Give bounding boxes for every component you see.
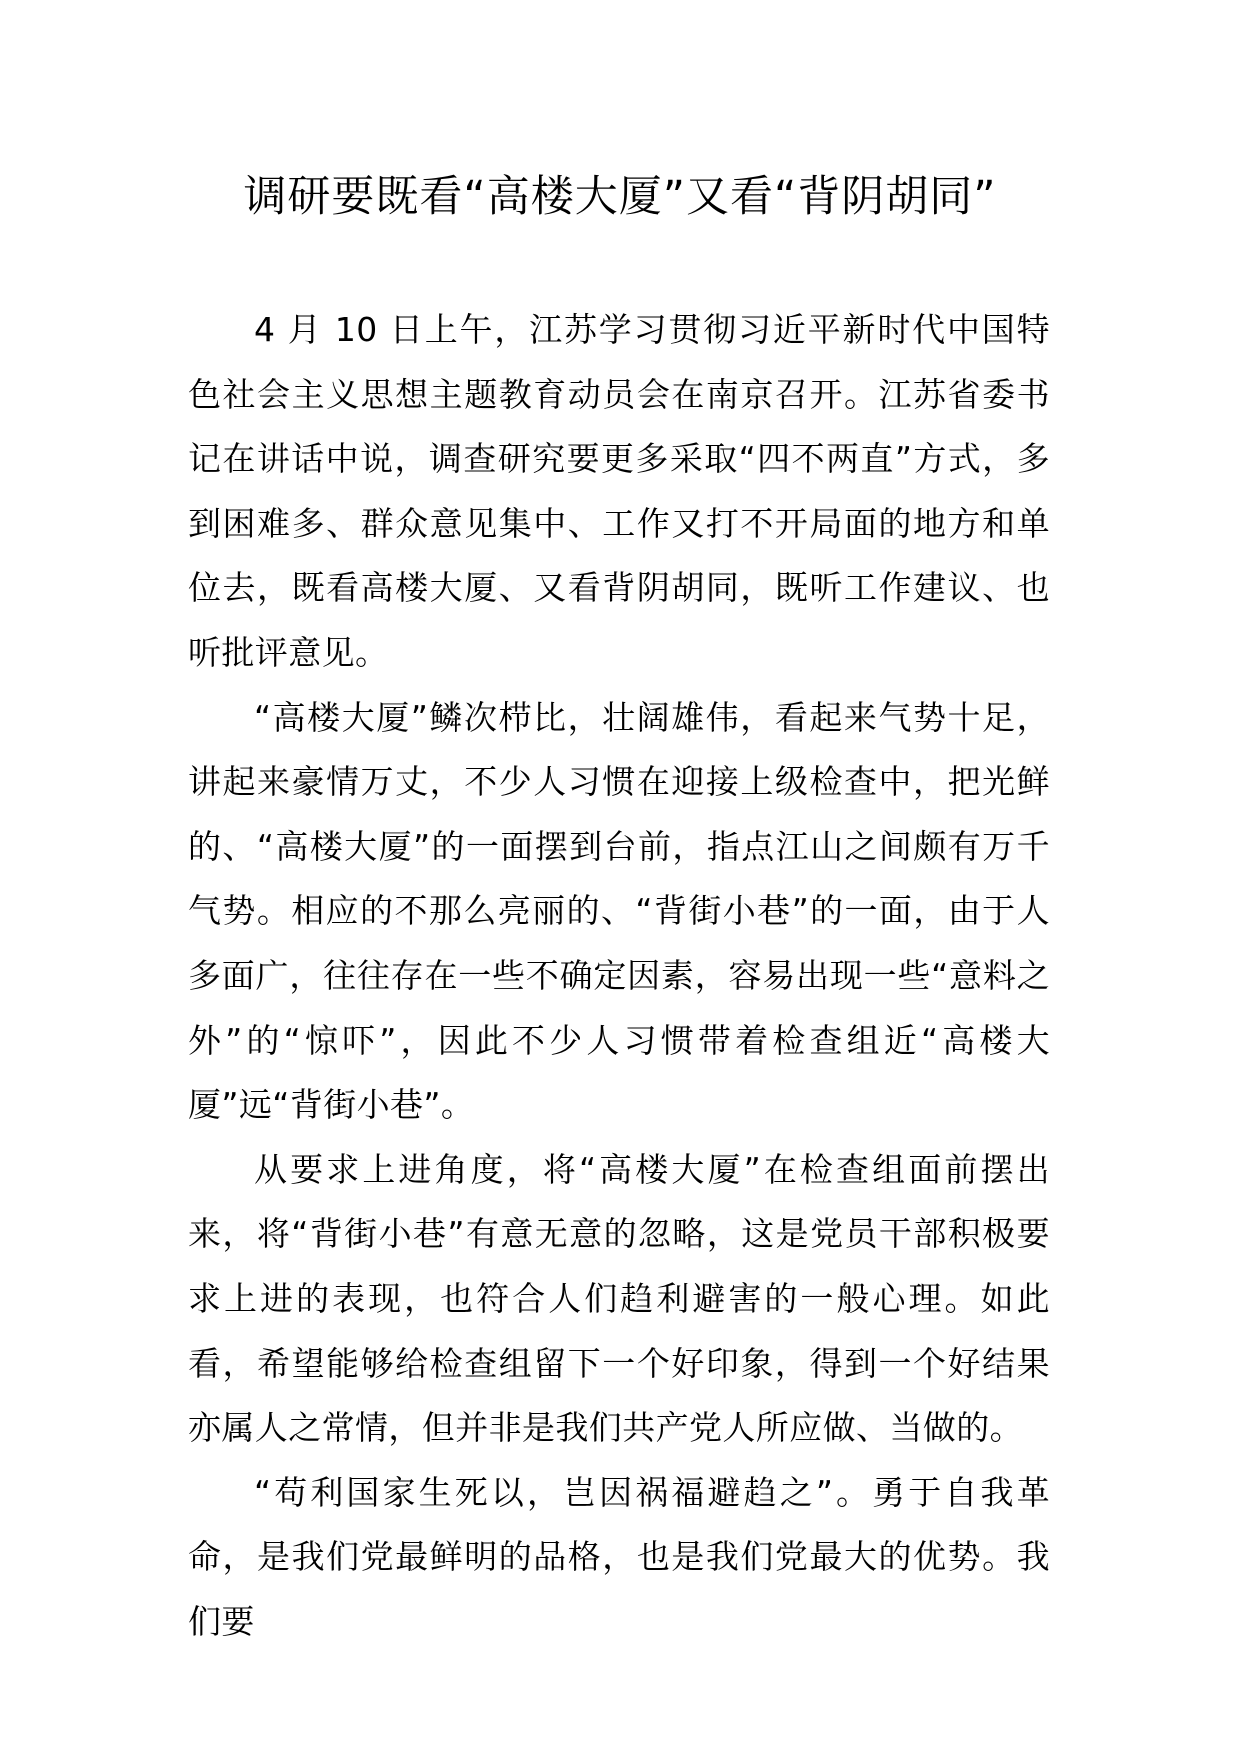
paragraph-2: “高楼大厦”鳞次栉比，壮阔雄伟，看起来气势十足，讲起来豪情万丈，不少人习惯在迎接上级检查中，把光鲜的、“高楼大厦”的一面摆到台前，指点江山之间颇有万千气势。相应的不那么亮丽的、“背街小巷”的一面，由于人多面广，往往存在一些不确定因素，容易出现一些“意料之外”的“惊吓”，因此不少人习惯带着检查组近“高楼大厦”远“背街小巷”。 bbox=[188, 697, 1050, 1125]
paragraph-4: “苟利国家生死以，岂因祸福避趋之”。勇于自我革命，是我们党最鲜明的品格，也是我们党最大的优势。我们要 bbox=[188, 1472, 1050, 1641]
document-title: 调研要既看“高楼大厦”又看“背阴胡同” bbox=[243, 172, 997, 222]
document-body bbox=[188, 298, 1050, 1654]
paragraph-3: 从要求上进角度，将“高楼大厦”在检查组面前摆出来，将“背街小巷”有意无意的忽略，这是党员干部积极要求上进的表现，也符合人们趋利避害的一般心理。如此看，希望能够给检查组留下一个好印象，得到一个好结果亦属人之常情，但并非是我们共产党人所应做、当做的。 bbox=[188, 1149, 1050, 1448]
paragraph-1: 4 月 10 日上午，江苏学习贯彻习近平新时代中国特色社会主义思想主题教育动员会在南京召开。江苏省委书记在讲话中说，调查研究要更多采取“四不两直”方式，多到困难多、群众意见集中、工作又打不开局面的地方和单位去，既看高楼大厦、又看背阴胡同，既听工作建议、也听批评意见。 bbox=[188, 310, 1050, 672]
